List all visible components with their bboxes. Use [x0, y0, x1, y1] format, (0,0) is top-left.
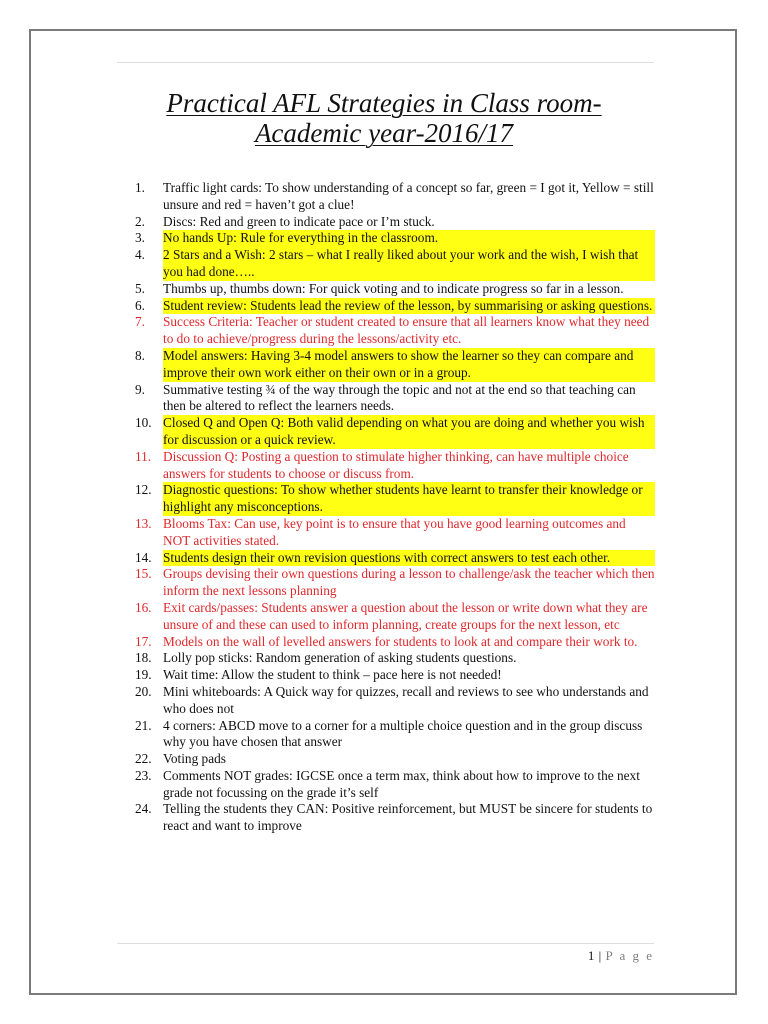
- list-item: [135, 415, 655, 449]
- list-item: [135, 230, 655, 247]
- list-item: [135, 382, 655, 416]
- list-item-text: Diagnostic questions: To show whether students have learnt to transfer their knowledge or highlight any misconceptions.: [163, 482, 655, 516]
- list-item-number: 15.: [135, 566, 152, 582]
- page-footer: [588, 948, 654, 964]
- list-item-text: Models on the wall of levelled answers for students to look at and compare their work to.: [163, 633, 638, 649]
- list-item-number: 21.: [135, 717, 152, 733]
- list-item-number: 9.: [135, 381, 145, 397]
- list-item-number: 18.: [135, 650, 152, 666]
- list-item-number: 6.: [135, 297, 145, 313]
- list-item-number: 19.: [135, 667, 152, 683]
- list-item-text: Exit cards/passes: Students answer a question about the lesson or write down what they are unsure of and these can used to inform planning, create groups for the next lesson, etc: [163, 599, 648, 632]
- list-item-number: 24.: [135, 801, 152, 817]
- list-item-number: 4.: [135, 247, 145, 263]
- list-item: [135, 482, 655, 516]
- list-item: [135, 449, 655, 483]
- list-item-text: Voting pads: [163, 751, 226, 767]
- strategy-list: [135, 180, 655, 835]
- list-item-number: 22.: [135, 751, 152, 767]
- list-item: [135, 314, 655, 348]
- list-item-text: 2 Stars and a Wish: 2 stars – what I really liked about your work and the wish, I wish that you had done…..: [163, 247, 655, 281]
- list-item: [135, 516, 655, 550]
- list-item: [135, 650, 655, 667]
- list-item-text: Discussion Q: Posting a question to stimulate higher thinking, can have multiple choice answers for students to choose or discuss from.: [163, 448, 629, 481]
- list-item-number: 8.: [135, 347, 145, 363]
- list-item-text: Wait time: Allow the student to think – pace here is not needed!: [163, 667, 502, 683]
- list-item-text: Student review: Students lead the review of the lesson, by summarising or asking questions.: [163, 298, 655, 315]
- list-item: [135, 684, 655, 718]
- list-item-text: Students design their own revision questions with correct answers to test each other.: [163, 550, 655, 567]
- list-item: [135, 247, 655, 281]
- list-item-number: 1.: [135, 180, 145, 195]
- list-item-number: 16.: [135, 599, 152, 615]
- list-item: [135, 214, 655, 231]
- list-item-text: Comments NOT grades: IGCSE once a term max, think about how to improve to the next grade not focussing on the grade it’s self: [163, 767, 640, 800]
- list-item-text: Success Criteria: Teacher or student created to ensure that all learners know what they need to do to achieve/progress during the lessons/activity etc.: [163, 314, 650, 347]
- list-item-number: 23.: [135, 767, 152, 783]
- list-item-number: 2.: [135, 213, 145, 229]
- list-item: [135, 600, 655, 634]
- list-item-number: 12.: [135, 482, 152, 498]
- list-item-text: Summative testing ¾ of the way through the topic and not at the end so that teaching can then be altered to reflect the learners needs.: [163, 381, 636, 414]
- list-item-number: 17.: [135, 633, 152, 649]
- list-item: [135, 281, 655, 298]
- header-rule: [117, 62, 654, 63]
- list-item-text: Model answers: Having 3-4 model answers to show the learner so they can compare and improve their own work either on their own or in a group.: [163, 348, 655, 382]
- list-item-text: 4 corners: ABCD move to a corner for a multiple choice question and in the group discuss why you have chosen that answer: [163, 717, 643, 750]
- list-item: [135, 768, 655, 802]
- list-item-text: Groups devising their own questions during a lesson to challenge/ask the teacher which then inform the next lessons planning: [163, 566, 655, 599]
- list-item: [135, 180, 655, 214]
- list-item: [135, 348, 655, 382]
- page-number: 1: [587, 948, 595, 963]
- list-item-number: 5.: [135, 280, 145, 296]
- list-item: [135, 667, 655, 684]
- list-item-text: Discs: Red and green to indicate pace or I’m stuck.: [163, 213, 435, 229]
- list-item-number: 11.: [135, 448, 152, 464]
- list-item-text: Telling the students they CAN: Positive reinforcement, but MUST be sincere for students to react and want to improve: [163, 801, 653, 834]
- list-item-text: Traffic light cards: To show understanding of a concept so far, green = I got it, Yellow = still unsure and red = haven’t got a clue!: [163, 180, 654, 212]
- footer-rule: [117, 943, 654, 944]
- title-line-1: Practical AFL Strategies in Class room-: [166, 88, 602, 118]
- title-line-2: Academic year-2016/17: [254, 118, 514, 148]
- list-item-number: 7.: [135, 314, 145, 330]
- list-item-text: Thumbs up, thumbs down: For quick voting and to indicate progress so far in a lesson.: [163, 280, 624, 296]
- list-item: [135, 634, 655, 651]
- list-item-text: Closed Q and Open Q: Both valid depending on what you are doing and whether you wish for discussion or a quick review.: [163, 415, 655, 449]
- list-item: [135, 751, 655, 768]
- page-label: P a g e: [605, 948, 654, 963]
- list-item: [135, 801, 655, 835]
- list-item-text: Blooms Tax: Can use, key point is to ensure that you have good learning outcomes and NOT activities stated.: [163, 515, 626, 548]
- list-item: [135, 718, 655, 752]
- list-item-text: Mini whiteboards: A Quick way for quizzes, recall and reviews to see who understands and who does not: [163, 683, 649, 716]
- document-title: [100, 88, 668, 148]
- list-item-text: Lolly pop sticks: Random generation of asking students questions.: [163, 650, 517, 666]
- list-item: [135, 566, 655, 600]
- list-item-number: 10.: [135, 415, 152, 431]
- list-item-number: 20.: [135, 683, 152, 699]
- list-item-number: 3.: [135, 230, 145, 246]
- list-item: [135, 298, 655, 315]
- list-item-number: 13.: [135, 515, 152, 531]
- list-item: [135, 550, 655, 567]
- list-item-number: 14.: [135, 549, 152, 565]
- page-separator: |: [598, 948, 602, 963]
- list-item-text: No hands Up: Rule for everything in the classroom.: [163, 230, 655, 247]
